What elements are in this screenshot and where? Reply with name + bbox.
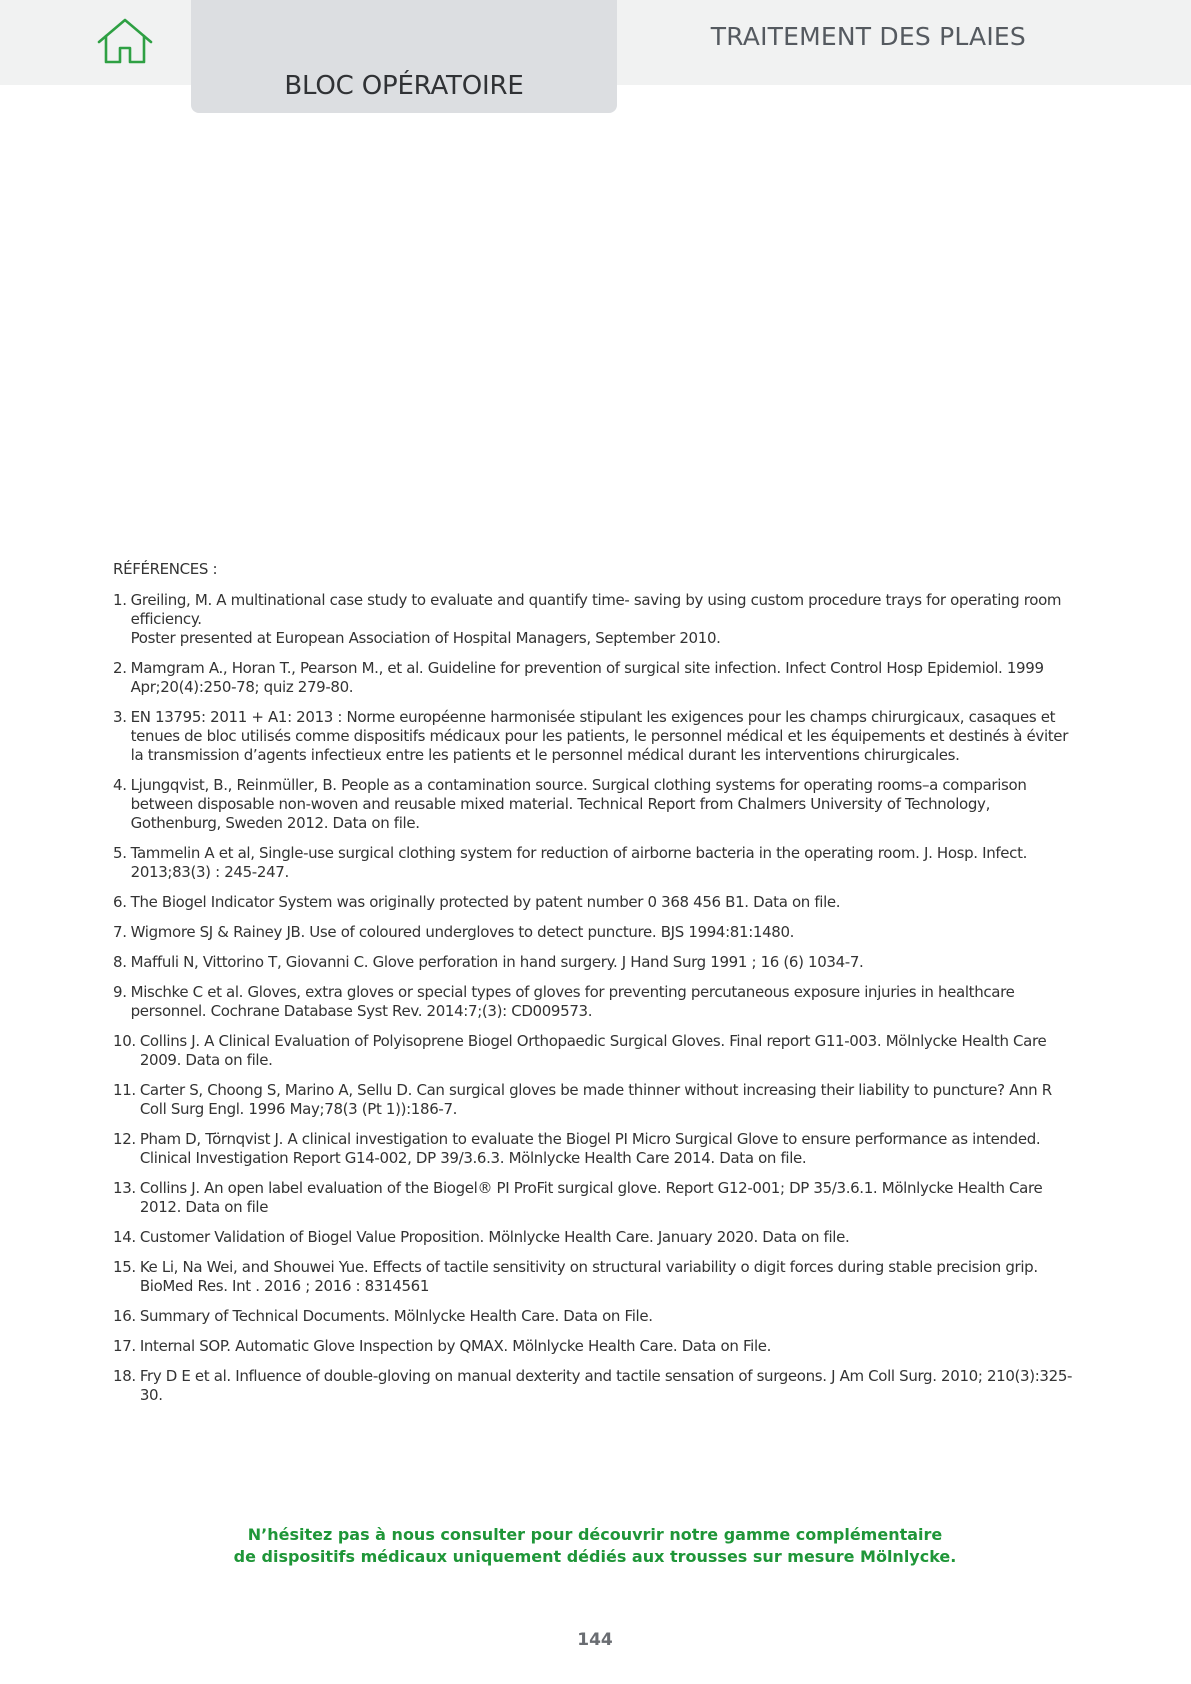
reference-number: 4. <box>113 776 127 794</box>
reference-citation: Pham D, Törnqvist J. A clinical investigation to evaluate the Biogel PI Micro Surgical Glove to ensure performance as intended. Clinical Investigation Report G14-002, DP 39/3.6.3. Mölnlycke Health Care 2014. Data on file. <box>139 1130 1041 1167</box>
reference-text <box>140 1179 1078 1217</box>
reference-item <box>113 1228 1078 1247</box>
reference-text <box>140 1337 1078 1356</box>
reference-number: 12. <box>113 1130 136 1148</box>
reference-item <box>113 893 1078 912</box>
reference-citation: Maffuli N, Vittorino T, Giovanni C. Glove perforation in hand surgery. J Hand Surg 1991 ; 16 (6) 1034-7. <box>130 953 864 971</box>
references-heading: RÉFÉRENCES : <box>113 560 218 578</box>
reference-text <box>140 1367 1078 1405</box>
tab-traitement-des-plaies[interactable]: TRAITEMENT DES PLAIES <box>710 22 1026 51</box>
references-section <box>113 560 1078 1416</box>
reference-number: 11. <box>113 1081 136 1099</box>
reference-citation: Fry D E et al. Influence of double-gloving on manual dexterity and tactile sensation of surgeons. J Am Coll Surg. 2010; 210(3):325-30. <box>139 1367 1073 1404</box>
reference-citation: Collins J. An open label evaluation of the Biogel® PI ProFit surgical glove. Report G12-001; DP 35/3.6.1. Mölnlycke Health Care 2012. Data on file <box>139 1179 1043 1216</box>
tab-bloc-operatoire[interactable] <box>191 0 617 113</box>
reference-item <box>113 659 1078 697</box>
reference-item <box>113 983 1078 1021</box>
reference-citation: Internal SOP. Automatic Glove Inspection by QMAX. Mölnlycke Health Care. Data on File. <box>139 1337 772 1355</box>
callout-message <box>190 1524 1000 1568</box>
callout-line-2: de dispositifs médicaux uniquement dédiés aux trousses sur mesure Mölnlycke. <box>233 1547 957 1566</box>
reference-number: 9. <box>113 983 127 1001</box>
callout-line-1: N’hésitez pas à nous consulter pour découvrir notre gamme complémentaire <box>247 1525 943 1544</box>
page-number: 144 <box>577 1630 613 1650</box>
reference-citation: The Biogel Indicator System was originally protected by patent number 0 368 456 B1. Data on file. <box>130 893 841 911</box>
reference-item <box>113 844 1078 882</box>
home-button[interactable] <box>95 15 155 67</box>
reference-citation: Ke Li, Na Wei, and Shouwei Yue. Effects of tactile sensitivity on structural variability o digit forces during stable precision grip. BioMed Res. Int . 2016 ; 2016 : 8314561 <box>139 1258 1038 1295</box>
reference-number: 3. <box>113 708 127 726</box>
reference-number: 6. <box>113 893 127 911</box>
reference-text <box>131 844 1078 882</box>
reference-item <box>113 1337 1078 1356</box>
reference-item <box>113 953 1078 972</box>
reference-text <box>140 1081 1078 1119</box>
reference-text <box>131 776 1078 833</box>
reference-citation: Collins J. A Clinical Evaluation of Polyisoprene Biogel Orthopaedic Surgical Gloves. Final report G11-003. Mölnlycke Health Care 2009. Data on file. <box>139 1032 1047 1069</box>
reference-text <box>131 923 1078 942</box>
reference-item <box>113 776 1078 833</box>
reference-text <box>131 953 1078 972</box>
reference-text <box>140 1032 1078 1070</box>
reference-number: 1. <box>113 591 127 609</box>
reference-citation: Carter S, Choong S, Marino A, Sellu D. Can surgical gloves be made thinner without increasing their liability to puncture? Ann R Coll Surg Engl. 1996 May;78(3 (Pt 1)):186-7. <box>139 1081 1052 1118</box>
reference-item <box>113 708 1078 765</box>
reference-citation: Ljungqvist, B., Reinmüller, B. People as a contamination source. Surgical clothing systems for operating rooms–a comparison between disposable non-woven and reusable mixed material. Technical Report from Chalmers University of Technology, Gothenburg, Sweden 2012. Data on file. <box>130 776 1027 832</box>
reference-number: 13. <box>113 1179 136 1197</box>
reference-text <box>131 659 1078 697</box>
reference-text <box>131 708 1078 765</box>
tab-bloc-operatoire-label: BLOC OPÉRATOIRE <box>284 71 524 101</box>
reference-citation: Wigmore SJ & Rainey JB. Use of coloured undergloves to detect puncture. BJS 1994:81:1480. <box>130 923 795 941</box>
reference-text <box>131 983 1078 1021</box>
reference-text <box>140 1228 1078 1247</box>
reference-item <box>113 1258 1078 1296</box>
reference-item <box>113 1367 1078 1405</box>
reference-number: 18. <box>113 1367 136 1385</box>
reference-item <box>113 923 1078 942</box>
reference-item <box>113 1130 1078 1168</box>
reference-number: 7. <box>113 923 127 941</box>
reference-item <box>113 1179 1078 1217</box>
reference-text <box>131 893 1078 912</box>
reference-number: 16. <box>113 1307 136 1325</box>
reference-item <box>113 591 1078 648</box>
reference-number: 17. <box>113 1337 136 1355</box>
reference-note: Poster presented at European Association of Hospital Managers, September 2010. <box>130 629 721 647</box>
reference-citation: Greiling, M. A multinational case study to evaluate and quantify time- saving by using custom procedure trays for operating room efficiency. <box>130 591 1062 628</box>
reference-citation: Summary of Technical Documents. Mölnlycke Health Care. Data on File. <box>139 1307 653 1325</box>
reference-text <box>140 1307 1078 1326</box>
reference-item <box>113 1032 1078 1070</box>
reference-number: 14. <box>113 1228 136 1246</box>
reference-citation: Customer Validation of Biogel Value Proposition. Mölnlycke Health Care. January 2020. Data on file. <box>139 1228 850 1246</box>
reference-citation: Mischke C et al. Gloves, extra gloves or special types of gloves for preventing percutaneous exposure injuries in healthcare personnel. Cochrane Database Syst Rev. 2014:7;(3): CD009573. <box>130 983 1015 1020</box>
reference-number: 2. <box>113 659 127 677</box>
reference-citation: Tammelin A et al, Single-use surgical clothing system for reduction of airborne bacteria in the operating room. J. Hosp. Infect. 2013;83(3) : 245-247. <box>130 844 1028 881</box>
reference-text <box>140 1130 1078 1168</box>
home-icon <box>95 15 155 67</box>
reference-number: 10. <box>113 1032 136 1050</box>
reference-item <box>113 1081 1078 1119</box>
reference-number: 8. <box>113 953 127 971</box>
reference-text <box>131 591 1078 648</box>
reference-citation: EN 13795: 2011 + A1: 2013 : Norme européenne harmonisée stipulant les exigences pour les champs chirurgicaux, casaques et tenues de bloc utilisés comme dispositifs médicaux pour les patients, le personnel médical et les équipements et destinés à éviter la transmission d’agents infectieux entre les patients et le personnel médical durant les interventions chirurgicales. <box>130 708 1069 764</box>
reference-text <box>140 1258 1078 1296</box>
reference-number: 5. <box>113 844 127 862</box>
reference-citation: Mamgram A., Horan T., Pearson M., et al. Guideline for prevention of surgical site infection. Infect Control Hosp Epidemiol. 1999 Apr;20(4):250-78; quiz 279-80. <box>130 659 1044 696</box>
reference-number: 15. <box>113 1258 136 1276</box>
reference-item <box>113 1307 1078 1326</box>
references-list <box>113 591 1078 1405</box>
